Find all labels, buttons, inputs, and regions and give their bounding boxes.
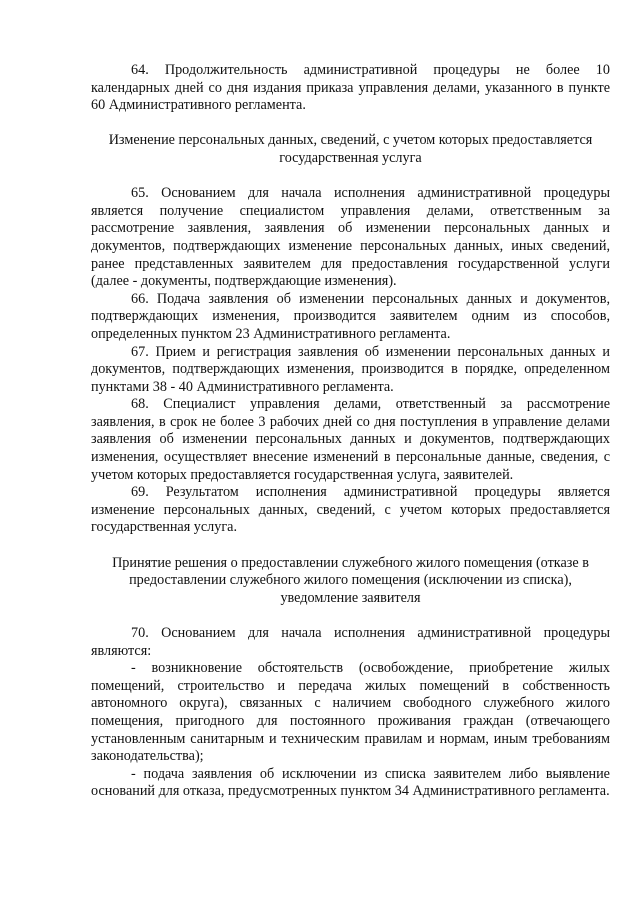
- paragraph: 70. Основанием для начала исполнения административной процедуры являются:: [91, 625, 610, 659]
- paragraph: 65. Основанием для начала исполнения административной процедуры является получение специалистом управления делами, ответственным за рассмотрение заявления, заявления об изменении персональных данных и документов, подтверждающих изменение персональных данных, иных сведений, ранее представленных заявителем для предоставления государственной услуги (далее - документы, подтверждающие изменения).: [91, 185, 610, 290]
- section-heading: Принятие решения о предоставлении служебного жилого помещения (отказе в предоставлении служебного жилого помещения (исключении из списка), уведомление заявителя: [112, 554, 589, 606]
- document-body: [91, 62, 610, 801]
- paragraph: 68. Специалист управления делами, ответственный за рассмотрение заявления, в срок не более 3 рабочих дней со дня поступления в управление делами заявления об изменении персональных данных и документов, подтверждающих изменения, осуществляет внесение изменений в персональные данные, сведения, с учетом которых предоставляется государственная услуга, заявителей.: [91, 396, 610, 483]
- paragraph: 69. Результатом исполнения административной процедуры является изменение персональных данных, сведений, с учетом которых предоставляется государственная услуга.: [91, 484, 610, 536]
- paragraph-spacer: [91, 607, 610, 625]
- paragraph-spacer: [91, 537, 610, 555]
- paragraph: - возникновение обстоятельств (освобождение, приобретение жилых помещений, строительство и передача жилых помещений в собственность автономного округа), связанных с наличием свободного служебного жилого помещения, пригодного для постоянного проживания граждан (отвечающего установленным санитарным и техническим правилам и нормам, иным требованиям законодательства);: [91, 660, 610, 765]
- paragraph: 67. Прием и регистрация заявления об изменении персональных данных и документов, подтверждающих изменения, производится в порядке, определенном пунктами 38 - 40 Административного регламента.: [91, 343, 610, 395]
- paragraph: - подача заявления об исключении из списка заявителем либо выявление оснований для отказа, предусмотренных пунктом 34 Административного регламента.: [91, 765, 610, 800]
- section-heading: Изменение персональных данных, сведений, с учетом которых предоставляется государственная услуга: [108, 132, 593, 166]
- paragraph: 64. Продолжительность административной процедуры не более 10 календарных дней со дня издания приказа управления делами, указанного в пункте 60 Административного регламента.: [91, 62, 610, 114]
- paragraph-spacer: [91, 168, 610, 186]
- paragraph: 66. Подача заявления об изменении персональных данных и документов, подтверждающих изменения, производится заявителем одним из способов, определенных пунктом 23 Административного регламента.: [91, 290, 610, 342]
- paragraph-spacer: [91, 115, 610, 133]
